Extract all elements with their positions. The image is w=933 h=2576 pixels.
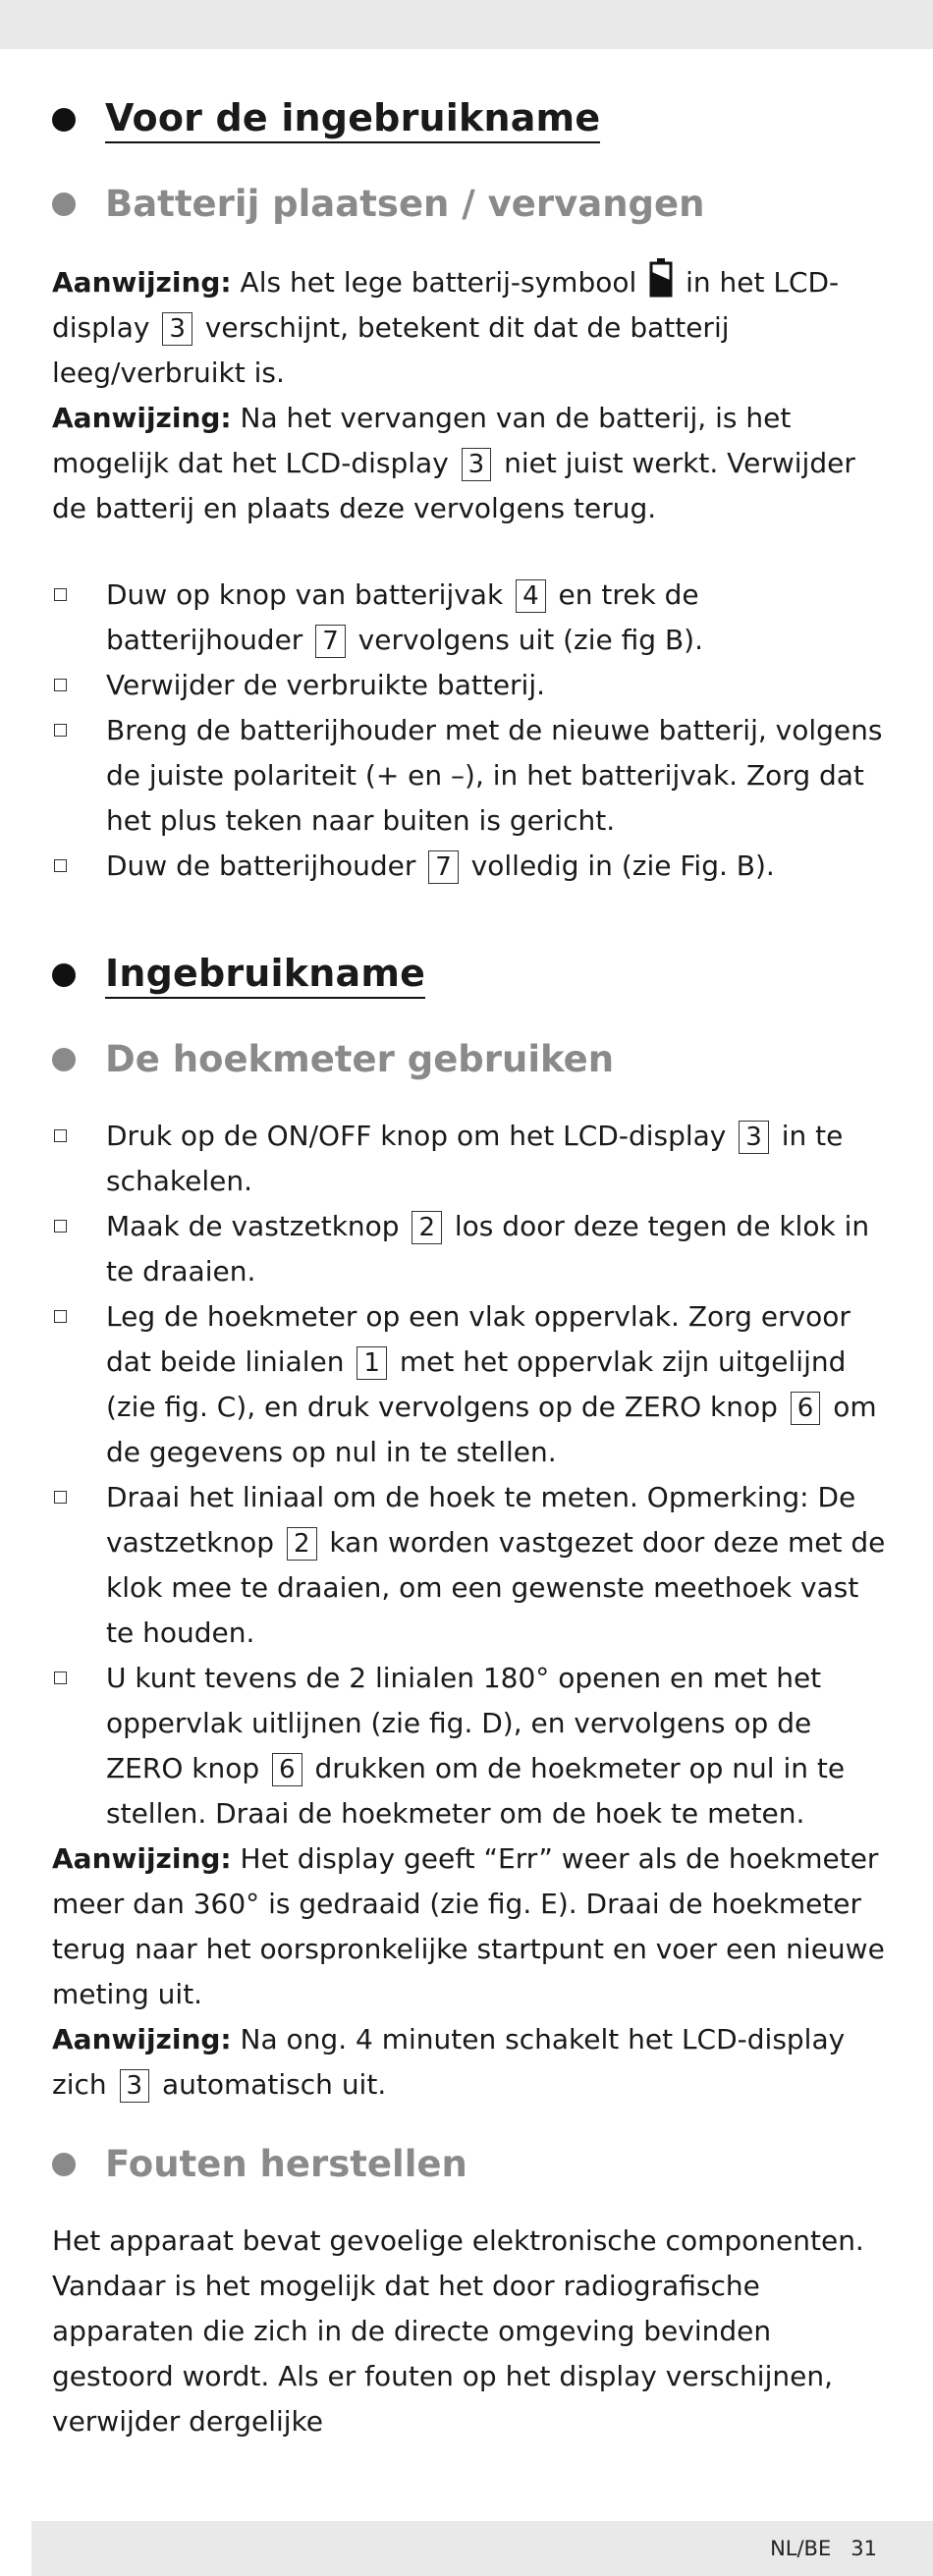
checkbox-icon xyxy=(54,859,67,872)
list-item xyxy=(52,663,887,708)
note-label: Aanwijzing: xyxy=(52,402,232,434)
heading-voor-ingebruikname xyxy=(52,96,887,143)
part-number: 2 xyxy=(287,1527,317,1561)
checkbox-icon xyxy=(54,1672,67,1684)
part-number: 2 xyxy=(412,1211,442,1244)
step-text: vervolgens uit (zie fig B). xyxy=(349,624,703,656)
bullet-dot-icon xyxy=(52,1048,76,1071)
checkbox-icon xyxy=(54,724,67,737)
empty-battery-icon xyxy=(649,258,673,298)
part-number: 4 xyxy=(516,579,546,613)
checkbox-icon xyxy=(54,588,67,601)
note-text: in het LCD-display xyxy=(52,266,840,344)
page-footer xyxy=(0,2521,933,2576)
battery-steps-list xyxy=(52,573,887,889)
step-text: met het oppervlak zijn uitgelijnd (zie fig. C), en druk vervolgens op de ZERO knop xyxy=(106,1345,847,1423)
heading-ingebruikname xyxy=(52,952,887,999)
step-text: kan worden vastgezet door deze met de klok mee te draaien, om een gewenste meethoek vast te houden. xyxy=(106,1526,886,1649)
subheading-batterij xyxy=(52,183,887,225)
step-text: Duw de batterijhouder xyxy=(106,850,425,882)
checkbox-icon xyxy=(54,1310,67,1323)
subheading-text: De hoekmeter gebruiken xyxy=(105,1038,615,1080)
part-number: 3 xyxy=(120,2069,150,2103)
step-text: Verwijder de verbruikte batterij. xyxy=(106,669,546,701)
note-text: niet juist werkt. Verwijder de batterij en plaats deze vervolgens terug. xyxy=(52,447,855,524)
step-text: Duw op knop van batterijvak xyxy=(106,578,513,611)
list-item xyxy=(52,1656,887,1836)
step-text: volledig in (zie Fig. B). xyxy=(462,850,775,882)
note-label: Aanwijzing: xyxy=(52,266,232,299)
part-number: 6 xyxy=(272,1753,302,1786)
note-text: automatisch uit. xyxy=(153,2068,387,2101)
step-text: U kunt tevens de 2 linialen 180° openen en met het oppervlak uitlijnen (zie fig. D), en vervolgens op de ZERO knop xyxy=(106,1662,822,1784)
checkbox-icon xyxy=(54,679,67,691)
page-number: NL/BE 31 xyxy=(770,2537,877,2560)
note-label: Aanwijzing: xyxy=(52,2023,232,2055)
faults-paragraph: Het apparaat bevat gevoelige elektronische componenten. Vandaar is het mogelijk dat het door radiografische apparaten die zich in de directe omgeving bevinden gestoord wordt. Als er fouten op het display verschijnen, verwijder dergelijke xyxy=(52,2224,864,2438)
bullet-dot-icon xyxy=(52,192,76,216)
heading-text: Voor de ingebruikname xyxy=(105,96,600,143)
note-text: Na ong. 4 minuten schakelt het LCD-display zich xyxy=(52,2023,846,2101)
step-text: los door deze tegen de klok in te draaien. xyxy=(106,1210,870,1288)
list-item xyxy=(52,1114,887,1204)
list-item xyxy=(52,1475,887,1656)
part-number: 1 xyxy=(357,1346,387,1380)
list-item xyxy=(52,1204,887,1294)
step-text: Breng de batterijhouder met de nieuwe batterij, volgens de juiste polariteit (+ en –), in het batterijvak. Zorg dat het plus teken naar buiten is gericht. xyxy=(106,714,883,837)
step-text: Draai het liniaal om de hoek te meten. Opmerking: De vastzetknop xyxy=(106,1481,856,1559)
note-text: Het display geeft “Err” weer als de hoekmeter meer dan 360° is gedraaid (zie fig. E). Draai de hoekmeter terug naar het oorspronkelijke startpunt en voer een nieuwe meting uit. xyxy=(52,1842,885,2010)
checkbox-icon xyxy=(54,1220,67,1233)
list-item xyxy=(52,844,887,889)
use-note-1 xyxy=(52,1836,887,2017)
step-text: Leg de hoekmeter op een vlak oppervlak. Zorg ervoor dat beide linialen xyxy=(106,1300,851,1378)
note-text: verschijnt, betekent dit dat de batterij leeg/verbruikt is. xyxy=(52,311,730,389)
step-text: in te schakelen. xyxy=(106,1120,844,1197)
bullet-dot-icon xyxy=(52,963,76,987)
heading-text: Ingebruikname xyxy=(105,952,425,999)
subheading-text: Fouten herstellen xyxy=(105,2143,467,2185)
use-steps-list xyxy=(52,1114,887,1836)
footer-lead-block xyxy=(0,2521,31,2576)
step-text: en trek de batterijhouder xyxy=(106,578,699,656)
note-text: Als het lege batterij-symbool xyxy=(231,266,646,299)
bullet-dot-icon xyxy=(52,2153,76,2176)
subheading-text: Batterij plaatsen / vervangen xyxy=(105,183,705,225)
list-item xyxy=(52,708,887,844)
page-content xyxy=(52,49,887,2444)
part-number: 6 xyxy=(791,1392,821,1425)
part-number: 3 xyxy=(162,312,192,346)
list-item xyxy=(52,1294,887,1475)
note-text: Na het vervangen van de batterij, is het mogelijk dat het LCD-display xyxy=(52,402,792,479)
step-text: om de gegevens op nul in te stellen. xyxy=(106,1391,877,1468)
battery-note-2 xyxy=(52,396,887,531)
checkbox-icon xyxy=(54,1129,67,1142)
part-number: 7 xyxy=(428,850,459,884)
note-label: Aanwijzing: xyxy=(52,1842,232,1875)
top-margin-band xyxy=(0,0,933,49)
checkbox-icon xyxy=(54,1491,67,1504)
bullet-dot-icon xyxy=(52,108,76,132)
subheading-fouten xyxy=(52,2143,887,2185)
subheading-hoekmeter xyxy=(52,1038,887,1080)
part-number: 3 xyxy=(462,448,492,481)
battery-note-1 xyxy=(52,258,887,396)
step-text: Maak de vastzetknop xyxy=(106,1210,409,1242)
part-number: 7 xyxy=(315,625,346,658)
step-text: Druk op de ON/OFF knop om het LCD-display xyxy=(106,1120,736,1152)
use-note-2 xyxy=(52,2017,887,2108)
list-item xyxy=(52,573,887,663)
step-text: drukken om de hoekmeter op nul in te stellen. Draai de hoekmeter om de hoek te meten. xyxy=(106,1752,846,1830)
part-number: 3 xyxy=(739,1121,769,1154)
